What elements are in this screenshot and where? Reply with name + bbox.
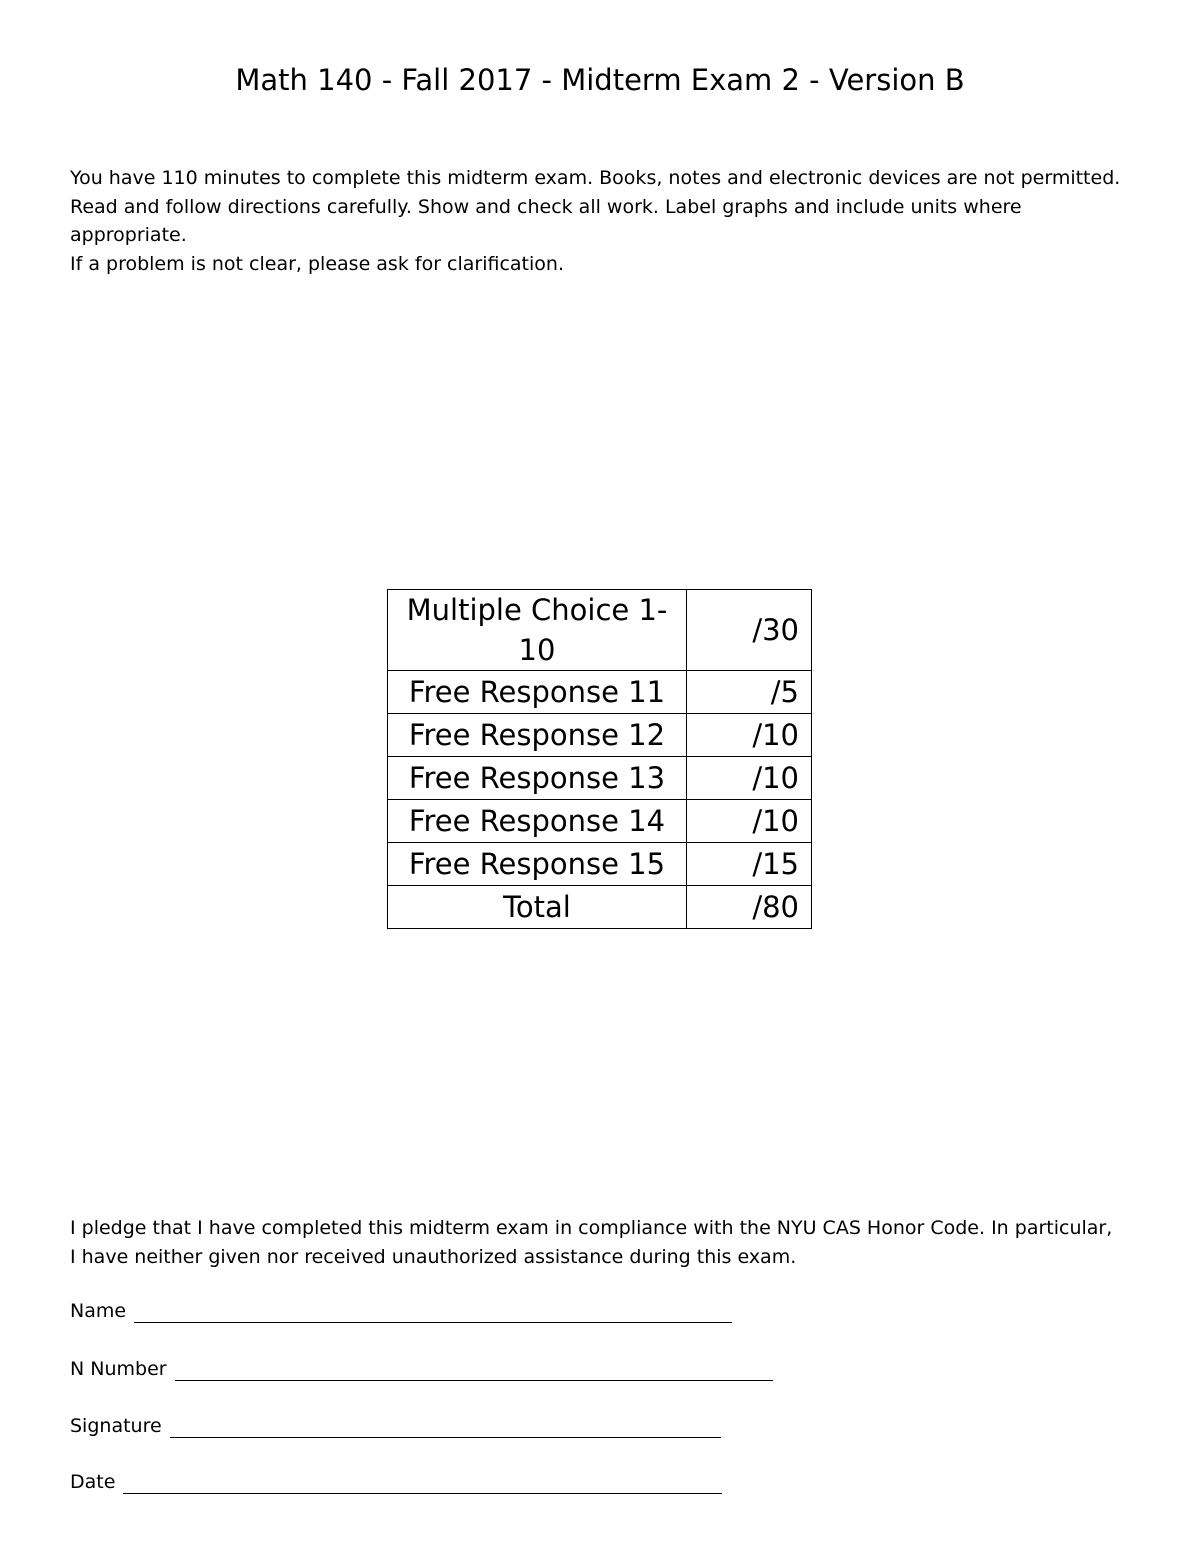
score-table [387, 589, 812, 929]
exam-instructions [70, 164, 1140, 278]
row-points: /10 [687, 714, 812, 757]
row-label: Free Response 11 [388, 671, 687, 714]
instruction-line: Read and follow directions carefully. Show and check all work. Label graphs and include units where appropriate. [70, 195, 1022, 246]
name-blank[interactable] [134, 1304, 732, 1323]
row-label: Free Response 14 [388, 800, 687, 843]
table-row [388, 757, 812, 800]
date-blank[interactable] [123, 1475, 722, 1494]
signature-field [70, 1414, 721, 1438]
table-row [388, 800, 812, 843]
table-row [388, 671, 812, 714]
table-row [388, 714, 812, 757]
exam-title: Math 140 - Fall 2017 - Midterm Exam 2 - Version B [235, 63, 965, 97]
n-number-blank[interactable] [175, 1362, 773, 1381]
signature-blank[interactable] [170, 1419, 721, 1438]
table-row-total [388, 886, 812, 929]
total-label: Total [388, 886, 687, 929]
row-points: /15 [687, 843, 812, 886]
n-number-label: N Number [70, 1358, 167, 1380]
total-points: /80 [687, 886, 812, 929]
table-row [388, 843, 812, 886]
row-points: /10 [687, 757, 812, 800]
name-field [70, 1299, 732, 1323]
row-label: Free Response 15 [388, 843, 687, 886]
honor-pledge [70, 1214, 1140, 1271]
date-field [70, 1470, 722, 1494]
n-number-field [70, 1357, 773, 1381]
name-label: Name [70, 1300, 127, 1322]
row-label: Multiple Choice 1-10 [388, 590, 687, 671]
row-points: /10 [687, 800, 812, 843]
table-row [388, 590, 812, 671]
date-label: Date [70, 1471, 116, 1493]
row-points: /30 [687, 590, 812, 671]
row-label: Free Response 12 [388, 714, 687, 757]
pledge-line: I have neither given nor received unauthorized assistance during this exam. [70, 1245, 797, 1268]
row-points: /5 [687, 671, 812, 714]
pledge-line: I pledge that I have completed this midterm exam in compliance with the NYU CAS Honor Code. In particular, [70, 1217, 1113, 1239]
signature-label: Signature [70, 1415, 162, 1437]
row-label: Free Response 13 [388, 757, 687, 800]
instruction-line: If a problem is not clear, please ask for clarification. [70, 252, 564, 275]
instruction-line: You have 110 minutes to complete this midterm exam. Books, notes and electronic devices are not permitted. [70, 167, 1121, 189]
